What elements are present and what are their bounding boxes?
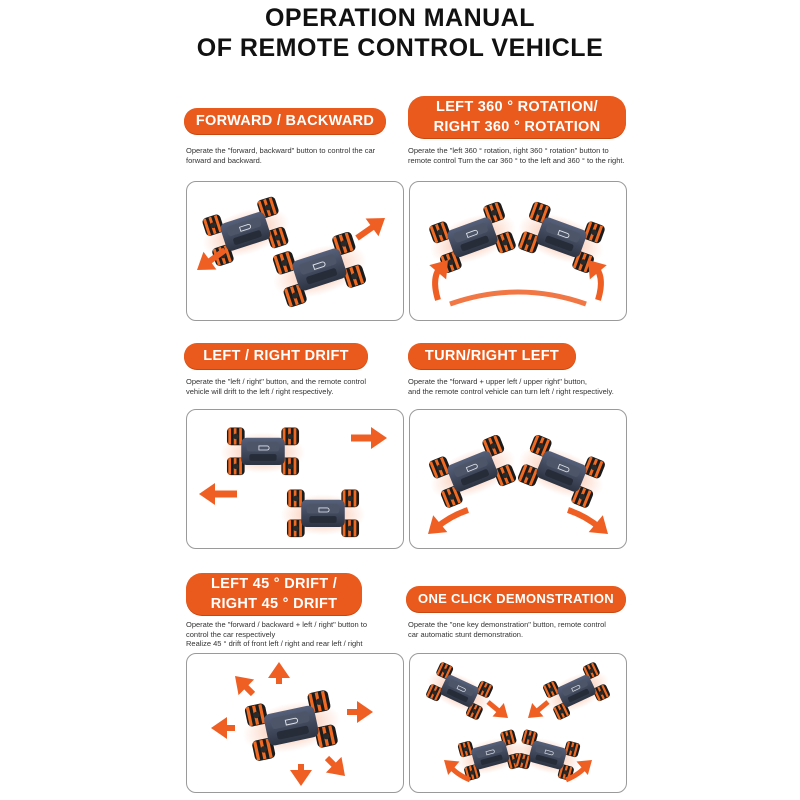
description-line: Operate the "forward, backward" button to control the car: [186, 146, 376, 155]
illustration-360-rotation: [409, 181, 627, 321]
section-description-one-click-demonstration: [408, 620, 606, 639]
forward-arrow-icon: [357, 209, 391, 238]
rc-car-icon: [511, 431, 613, 511]
illustration-45-drift: [186, 653, 404, 793]
right-arrow-icon: [351, 427, 387, 449]
section-title-text: LEFT 45 ° DRIFT /: [210, 576, 338, 592]
turn-left-arrow-icon: [421, 510, 468, 542]
section-title-text: RIGHT 45 ° DRIFT: [210, 596, 338, 612]
right-arrow-icon: [347, 701, 373, 723]
down-arrow-icon: [290, 764, 312, 786]
illustration-turn-right-left: [409, 409, 627, 549]
drift-scene: [187, 410, 403, 548]
manual-title-line-1: OPERATION MANUAL: [264, 4, 536, 32]
description-line: forward and backward.: [186, 155, 262, 165]
section-title-text: ONE CLICK DEMONSTRATION: [418, 591, 614, 606]
illustration-forward-backward: [186, 181, 404, 321]
rc-car-icon: [221, 428, 305, 476]
section-title-text: FORWARD / BACKWARD: [195, 113, 375, 129]
up-arrow-icon: [268, 662, 290, 684]
drift-45-scene: [187, 654, 403, 792]
left-arrow-icon: [211, 717, 235, 739]
description-line: and the remote control vehicle can turn left / right respectively.: [408, 386, 614, 396]
description-line: Operate the "forward + upper left / upper right" button,: [408, 377, 587, 386]
forward-backward-scene: [187, 182, 403, 320]
description-line: Realize 45 ° drift of front left / right and rear left / right: [186, 639, 363, 648]
section-description-360-rotation: [408, 146, 625, 165]
section-description-left-right-drift: [186, 377, 366, 396]
left-arrow-icon: [199, 483, 237, 505]
rc-car-icon: [237, 688, 346, 763]
description-line: Operate the "left / right" button, and the remote control: [186, 377, 367, 386]
section-title-text: LEFT 360 ° ROTATION/: [436, 99, 598, 115]
description-line: Operate the "left 360 ° rotation, right 360 ° rotation" button to: [408, 146, 609, 155]
description-line: Operate the "forward / backward + left / right" button to: [186, 620, 368, 629]
section-title-one-click-demonstration: [406, 586, 626, 612]
rotation-scene: [410, 182, 626, 320]
rc-car-icon: [281, 490, 365, 538]
lower-right-arrow-icon: [326, 757, 353, 784]
section-title-text: LEFT / RIGHT DRIFT: [203, 348, 349, 364]
section-title-text: TURN/RIGHT LEFT: [424, 348, 560, 364]
section-description-45-drift: [186, 620, 367, 649]
rc-car-icon: [537, 659, 615, 723]
description-line: Operate the "one key demonstration" button, remote control: [408, 620, 606, 629]
section-description-forward-backward: [186, 146, 375, 165]
turn-right-arrow-icon: [568, 510, 615, 542]
turn-scene: [410, 410, 626, 548]
section-title-360-rotation: [408, 96, 626, 138]
section-title-forward-backward: [184, 108, 386, 134]
section-title-turn-right-left: [408, 343, 576, 369]
description-line: car automatic stunt demonstration.: [408, 629, 524, 639]
rc-car-icon: [420, 659, 498, 723]
description-line: remote control Turn the car 360 ° to the left and 360 ° to the right.: [408, 155, 625, 165]
description-line: control the car respectively: [186, 629, 276, 639]
description-line: vehicle will drift to the left / right respectively.: [186, 386, 334, 396]
demonstration-scene: [410, 654, 626, 792]
section-description-turn-right-left: [408, 377, 614, 396]
manual-title-line-2: OF REMOTE CONTROL VEHICLE: [196, 34, 604, 62]
section-title-45-drift: [186, 573, 362, 615]
illustration-one-click-demonstration: [409, 653, 627, 793]
section-title-text: RIGHT 360 ° ROTATION: [433, 119, 601, 135]
upper-left-arrow-icon: [227, 668, 254, 695]
illustration-left-right-drift: [186, 409, 404, 549]
rc-car-icon: [422, 431, 524, 511]
section-title-left-right-drift: [184, 343, 368, 369]
